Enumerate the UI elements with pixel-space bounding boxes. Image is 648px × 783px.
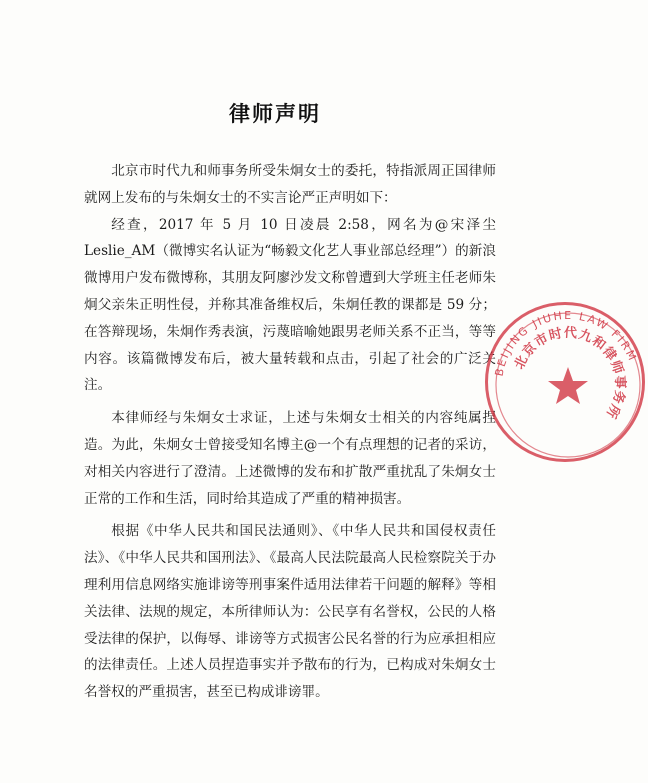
document-body [84,158,496,712]
paragraph-legal-basis: 根据《中华人民共和国民法通则》、《中华人民共和国侵权责任法》、《中华人民共和国刑法》、《最高人民法院最高人民检察院关于办理利用信息网络实施诽谤等刑事案件适用法律若干问题的解释》等相关法律、法规的规定，本所律师认为：公民享有名誉权，公民的人格受法律的保护，以侮辱、诽谤等方式损害公民名誉的行为应承担相应的法律责任。上述人员捏造事实并予散布的行为，已构成对朱炯女士名誉权的严重损害，甚至已构成诽谤罪。 [84,523,496,701]
document-title: 律师声明 [229,102,321,126]
paragraph-intro: 北京市时代九和师事务所受朱炯女士的委托，特指派周正国律师就网上发布的与朱炯女士的不实言论严正声明如下： [84,163,496,206]
paragraph-verification: 本律师经与朱炯女士求证，上述与朱炯女士相关的内容纯属捏造。为此，朱炯女士曾接受知名博主@一个有点理想的记者的采访，对相关内容进行了澄清。上述微博的发布和扩散严重扰乱了朱炯女士正常的工作和生活，同时给其造成了严重的精神损害。 [84,410,496,507]
seal-star-icon [548,367,588,404]
paragraph-facts: 经查，2017 年 5 月 10 日凌晨 2:58，网名为@宋泽尘 Leslie_AM（微博实名认证为“畅毅文化艺人事业部总经理”）的新浪微博用户发布微博称，其朋友阿廖沙发文称曾遭到大学班主任老师朱炯父亲朱正明性侵，并称其准备维权后，朱炯任教的课都是 59 分；在答辩现场，朱炯作秀表演，污蔑暗喻她跟男老师关系不正当，等等内容。该篇微博发布后，被大量转载和点击，引起了社会的广泛关注。 [84,216,496,394]
seal-chinese-text: 北京市时代九和律师事务所 [512,325,628,422]
seal-graphic [488,305,648,465]
law-firm-seal [485,302,645,462]
seal-english-text: BEIJING JIUHE LAW FIRM [492,308,640,378]
